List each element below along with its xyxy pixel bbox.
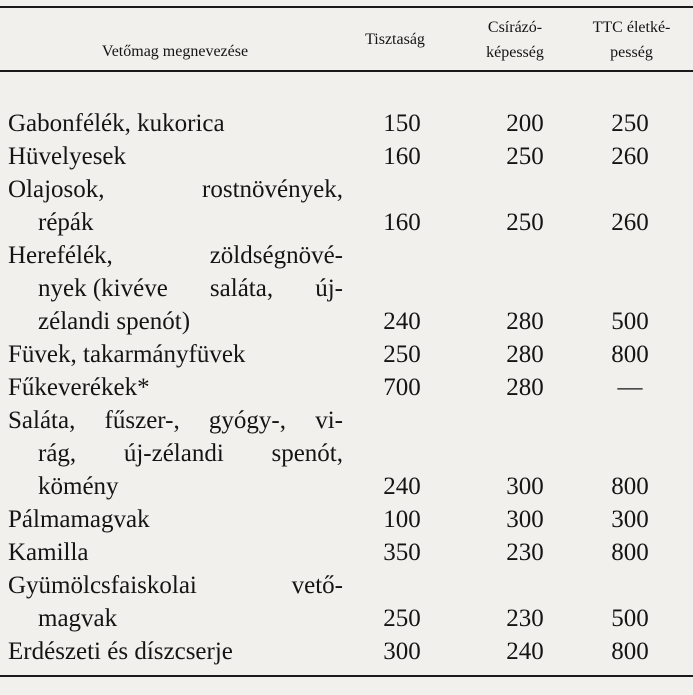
table-row-name	[8, 239, 343, 338]
row-name-line: magvak	[38, 605, 118, 632]
row-name-word: spenót,	[271, 440, 343, 467]
header-germination-1: Csírázó-	[487, 19, 543, 36]
row-name-word: új-zélandi	[123, 440, 224, 467]
table-row-name	[8, 140, 343, 173]
cell-purity: 700	[383, 374, 421, 401]
table-row-name	[8, 404, 343, 503]
cell-ttc: 800	[611, 539, 649, 566]
cell-purity: 100	[383, 506, 421, 533]
row-name-line: Pálmamagvak	[8, 506, 150, 533]
row-name-line: répák	[38, 209, 94, 236]
row-name-line: kömény	[38, 473, 119, 500]
row-name-line	[8, 239, 343, 272]
row-name-word: zöldségnövé-	[209, 242, 343, 269]
cell-germination: 250	[506, 209, 544, 236]
row-name-line: Hüvelyesek	[8, 143, 127, 170]
cell-purity: 150	[383, 110, 421, 137]
cell-purity: 160	[383, 209, 421, 236]
header-purity: Tisztaság	[365, 31, 425, 48]
row-name-word: Olajosok,	[8, 176, 105, 203]
row-name-line: Kamilla	[8, 539, 89, 566]
row-name-line: zélandi spenót)	[38, 308, 191, 335]
top-rule	[0, 6, 693, 8]
row-name-word: saláta,	[209, 275, 274, 302]
table-row-name	[8, 173, 343, 239]
row-name-line: Fűkeverékek*	[8, 374, 150, 401]
cell-germination: 280	[506, 374, 544, 401]
cell-germination: 280	[506, 341, 544, 368]
row-name-line	[8, 569, 343, 602]
bottom-rule	[0, 675, 693, 677]
row-name-line: Erdészeti és díszcserje	[8, 638, 233, 665]
row-name-line: Füvek, takarmányfüvek	[8, 341, 246, 368]
table-row-name	[8, 503, 343, 536]
row-name-word: Herefélék,	[8, 242, 113, 269]
cell-ttc: 250	[611, 110, 649, 137]
row-name-word: rág,	[38, 440, 77, 467]
cell-ttc: 260	[611, 143, 649, 170]
cell-ttc: 500	[611, 308, 649, 335]
table-row-name	[8, 371, 343, 404]
row-name-word: vi-	[315, 407, 343, 434]
row-name-line	[8, 437, 343, 470]
cell-ttc: 260	[611, 209, 649, 236]
cell-ttc: 500	[611, 605, 649, 632]
cell-ttc: —	[617, 374, 643, 401]
cell-purity: 160	[383, 143, 421, 170]
cell-purity: 250	[383, 341, 421, 368]
cell-purity: 300	[383, 638, 421, 665]
row-name-line	[8, 404, 343, 437]
cell-purity: 240	[383, 473, 421, 500]
row-name-word: fűszer-,	[104, 407, 180, 434]
row-name-line	[8, 272, 343, 305]
cell-ttc: 800	[611, 638, 649, 665]
cell-ttc: 800	[611, 473, 649, 500]
row-name-word: rostnövények,	[202, 176, 343, 203]
header-rule	[0, 70, 693, 72]
row-name-word: vető-	[291, 572, 343, 599]
row-name-word: Gyümölcsfaiskolai	[8, 572, 197, 599]
table-row-name	[8, 536, 343, 569]
cell-germination: 250	[506, 143, 544, 170]
cell-purity: 350	[383, 539, 421, 566]
header-ttc-2: pesség	[610, 44, 653, 61]
row-name-word: gyógy-,	[208, 407, 286, 434]
cell-germination: 230	[506, 539, 544, 566]
header-ttc-1: TTC életké-	[592, 19, 671, 36]
cell-ttc: 300	[611, 506, 649, 533]
cell-purity: 250	[383, 605, 421, 632]
cell-germination: 300	[506, 473, 544, 500]
cell-germination: 240	[506, 638, 544, 665]
header-germination-2: képesség	[486, 44, 544, 61]
cell-purity: 240	[383, 308, 421, 335]
cell-germination: 230	[506, 605, 544, 632]
cell-ttc: 800	[611, 341, 649, 368]
table-row-name	[8, 569, 343, 635]
row-name-line	[8, 173, 343, 206]
cell-germination: 200	[506, 110, 544, 137]
table-row-name	[8, 635, 343, 668]
table-row-name	[8, 338, 343, 371]
header-name: Vetőmag megnevezése	[101, 43, 249, 60]
row-name-word: új-	[315, 275, 343, 302]
table-row-name	[8, 107, 343, 140]
cell-germination: 280	[506, 308, 544, 335]
row-name-word: Saláta,	[8, 407, 76, 434]
cell-germination: 300	[506, 506, 544, 533]
row-name-word: nyek (kivéve	[38, 275, 168, 302]
row-name-line: Gabonfélék, kukorica	[8, 110, 225, 137]
